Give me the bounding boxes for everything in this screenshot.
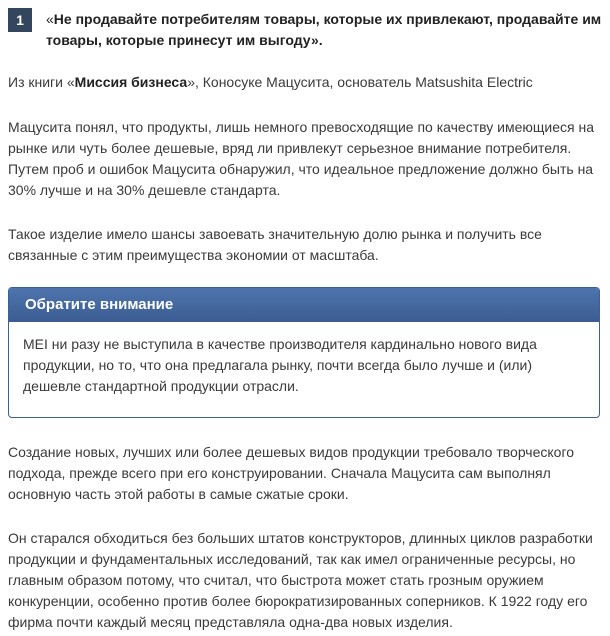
- paragraph-2: Такое изделие имело шансы завоевать значительную долю рынка и получить все связанные с этим преимущества экономии от масштаба.: [8, 226, 542, 263]
- quote-source: [8, 72, 602, 93]
- source-suffix: », Коносуке Мацусита, основатель Matsushita Electric: [187, 74, 533, 90]
- note-text: MEI ни разу не выступила в качестве производителя кардинально нового вида продукции, но то, что она предлагала рынку, почти всегда было лучше и (или) дешевле стандартной продукции отрасли.: [23, 336, 537, 394]
- quote-text: [46, 9, 602, 51]
- quote-body: Не продавайте потребителям товары, которые их привлекают, продавайте им товары, которые принесут им выгоду: [46, 11, 602, 48]
- quote-close-mark: ».: [310, 32, 323, 48]
- note-title: Обратите внимание: [9, 288, 599, 322]
- source-prefix: Из книги «: [8, 74, 75, 90]
- paragraph-4: Он старался обходиться без больших штатов конструкторов, длинных циклов разработки продукции и фундаментальных исследований, так как имел ограниченные ресурсы, но главным образом потому, что считал, что быстрота может стать грозным оружием конкуренции, особенно против более бюрократизированных соперников. К 1922 году его фирма почти каждый месяц представляла одна-два новых изделия.: [8, 530, 593, 630]
- quote-open-mark: «: [46, 11, 54, 27]
- quote-number-badge: 1: [8, 8, 32, 32]
- paragraph-1: Мацусита понял, что продукты, лишь немного превосходящие по качеству имеющиеся на рынке или чуть более дешевые, вряд ли привлекут серьезное внимание потребителя. Путем проб и ошибок Мацусита обнаружил, что идеальное предложение должно быть на 30% лучше и на 30% дешевле стандарта.: [8, 119, 594, 198]
- source-book-title: Миссия бизнеса: [74, 74, 188, 90]
- paragraph-3: Создание новых, лучших или более дешевых видов продукции требовало творческого подхода, прежде всего при его конструировании. Сначала Мацусита сам выполнял основную часть этой работы в самые сжатые сроки.: [8, 444, 575, 502]
- note-callout: [8, 287, 600, 418]
